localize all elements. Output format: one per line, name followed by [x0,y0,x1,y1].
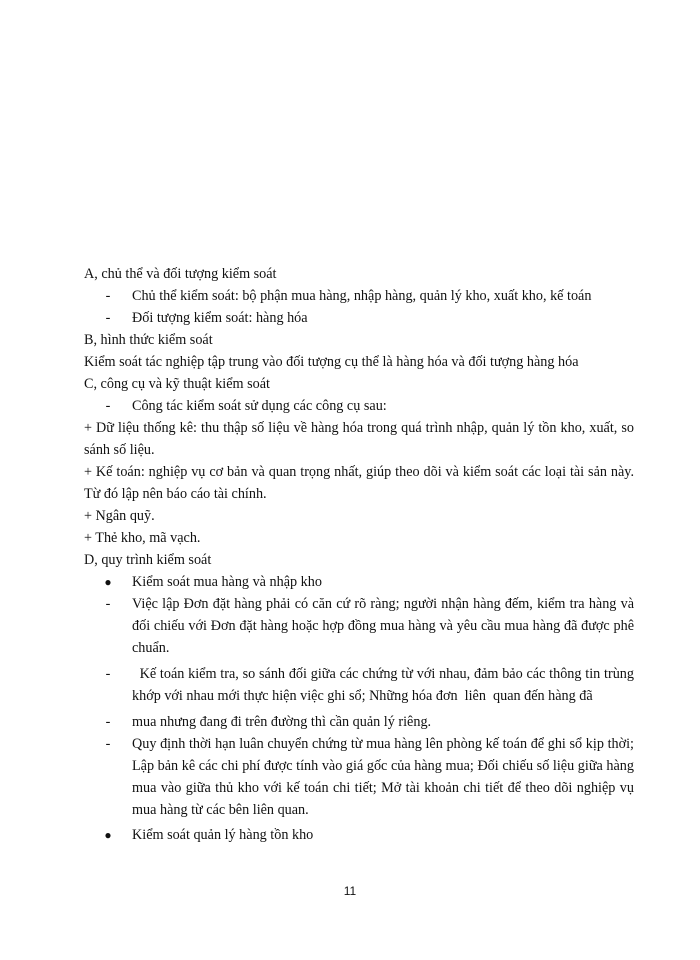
paragraph-statistics: + Dữ liệu thống kê: thu thập số liệu về hàng hóa trong quá trình nhập, quản lý tồn kho, xuất, so sánh số liệu. [84,420,634,458]
list-item [84,395,634,417]
dash-marker: - [105,596,111,612]
list-item [84,711,634,733]
list-item-text: Công tác kiểm soát sử dụng các công cụ sau: [132,398,387,414]
list-item [84,733,634,821]
paragraph-fund: + Ngân quỹ. [84,508,155,524]
list-item [84,663,638,707]
bullet-item [84,571,634,593]
list-item-text: Kế toán kiểm tra, so sánh đối giữa các chứng từ với nhau, đảm bảo các thông tin trùng khớp với nhau mới thực hiện việc ghi sổ; Những hóa đơn liên quan đến hàng đã [132,666,638,704]
section-b-heading: B, hình thức kiểm soát [84,332,213,348]
section-c-heading: C, công cụ và kỹ thuật kiểm soát [84,376,270,392]
list-item-text: Chủ thể kiểm soát: bộ phận mua hàng, nhập hàng, quản lý kho, xuất kho, kế toán [132,288,592,304]
bullet-item [84,824,634,846]
section-b-text: Kiểm soát tác nghiệp tập trung vào đối tượng cụ thể là hàng hóa và đối tượng hàng hóa [84,354,579,370]
dash-marker: - [105,736,111,752]
list-item-text: Việc lập Đơn đặt hàng phải có căn cứ rõ ràng; người nhận hàng đếm, kiểm tra hàng và đối chiếu với Đơn đặt hàng hoặc hợp đồng mua hàng và yêu cầu mua hàng đã được phê chuẩn. [132,596,634,656]
dash-marker: - [105,288,111,304]
paragraph-accounting: + Kế toán: nghiệp vụ cơ bản và quan trọng nhất, giúp theo dõi và kiểm soát các loại tài sản này. Từ đó lập nên báo cáo tài chính. [84,464,634,502]
bullet-item-text: Kiểm soát mua hàng và nhập kho [132,574,322,590]
list-item [84,307,634,329]
dash-marker: - [105,666,111,682]
dash-marker: - [105,310,111,326]
dash-marker: - [105,714,111,730]
document-body [84,263,638,846]
bullet-dot-icon: ● [104,575,112,589]
bullet-dot-icon: ● [104,828,112,842]
list-item-text: Đối tượng kiểm soát: hàng hóa [132,310,308,326]
list-item [84,593,634,659]
section-a-heading: A, chủ thể và đối tượng kiểm soát [84,266,277,282]
list-item [84,285,634,307]
dash-marker: - [105,398,111,414]
list-item-text: Quy định thời hạn luân chuyển chứng từ mua hàng lên phòng kế toán để ghi sổ kịp thời; Lập bản kê các chi phí được tính vào giá gốc của hàng mua; Đối chiếu số liệu giữa hàng mua vào giữa thủ kho với kế toán chi tiết; Mở tài khoản chi tiết để theo dõi nghiệp vụ mua hàng từ các bên liên quan. [132,736,634,818]
section-d-heading: D, quy trình kiểm soát [84,552,212,568]
list-item-text: mua nhưng đang đi trên đường thì cần quản lý riêng. [132,714,432,730]
bullet-item-text: Kiểm soát quản lý hàng tồn kho [132,827,314,843]
page-number: 11 [343,884,357,898]
paragraph-stock-card: + Thẻ kho, mã vạch. [84,530,201,546]
